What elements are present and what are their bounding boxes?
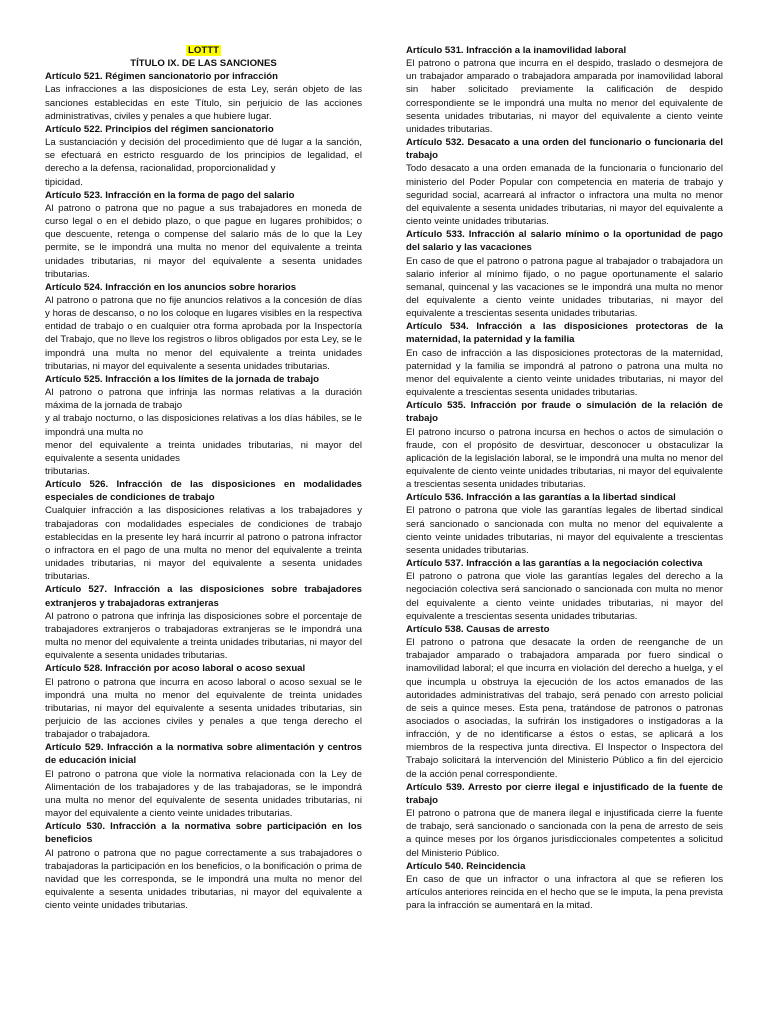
article-body [406,807,723,860]
article-heading: Artículo 523. Infracción en la forma de pago del salario [45,189,295,201]
article-section [406,399,723,491]
article-section [45,373,362,478]
article-body [45,610,362,663]
article-body [45,294,362,373]
article-paragraph: La sustanciación y decisión del procedimiento que dé lugar a la sanción, se efectuará en estricto resguardo de los principios de legalidad, el derecho a la defensa, racionalidad, proporcionalidad y [45,137,362,175]
article-paragraph: El patrono o patrona que viole las garantías legales de libertad sindical será sancionado o sancionada con multa no menor del equivalente a ciento veinte unidades tributarias, ni mayor del equivalente a trescientas sesenta unidades tributarias. [406,505,723,556]
article-heading: Artículo 532. Desacato a una orden del funcionario o funcionaria del trabajo [406,137,723,162]
article-body [45,386,362,478]
article-body [45,847,362,913]
right-articles [406,44,723,912]
article-paragraph: Al patrono o patrona que infrinja las normas relativas a la duración máxima de la jornada de trabajo [45,387,362,412]
article-heading: Artículo 531. Infracción a la inamovilidad laboral [406,45,627,56]
article-section [406,491,723,557]
article-paragraph: tributarias. [45,466,90,477]
article-section [406,44,723,136]
article-paragraph: Al patrono o patrona que no fije anuncios relativos a la concesión de días y horas de descanso, o no los coloque en lugares visibles en la respectiva entidad de trabajo o en cualquier otra forma aprobada por la Inspectoría del Trabajo, que no lleve los registros o libros obligados por esta Ley, se le impondrá una multa no menor del equivalente a treinta unidades tributarias, ni mayor del equivalente a sesenta unidades tributarias. [45,294,362,372]
article-section [406,557,723,623]
article-heading: Artículo 540. Reincidencia [406,860,526,872]
article-paragraph: Todo desacato a una orden emanada de la funcionaria o funcionario del ministerio del Poder Popular con competencia en materia de trabajo y seguridad social, acarreará al infractor o infractora una multa no menor del equivalente a sesenta unidades tributarias, ni mayor del equivalente a ciento veinte unidades tributarias. [406,163,723,228]
article-body [406,873,723,912]
article-section [45,741,362,820]
article-paragraph: y al trabajo nocturno, o las disposiciones relativas a los días hábiles, se le impondrá una multa no [45,413,362,438]
article-heading: Artículo 538. Causas de arresto [406,623,550,635]
article-body [406,255,723,321]
article-heading: Artículo 527. Infracción a las disposiciones sobre trabajadores extranjeros y trabajadoras extranjeras [45,584,362,609]
article-body [406,57,723,136]
article-body [406,570,723,623]
article-heading: Artículo 539. Arresto por cierre ilegal e injustificado de la fuente de trabajo [406,781,723,806]
article-body [406,347,723,400]
article-heading: Artículo 521. Régimen sancionatorio por infracción [45,71,278,83]
article-paragraph: Al patrono o patrona que no pague a sus trabajadores en moneda de curso legal o en el debido plazo, o que pague en lugares prohibidos; o que descuente, retenga o compense del salario más de lo que la Ley permite, se le impondrá una multa no menor del equivalente a treinta unidades tributarias, ni mayor del equivalente a sesenta unidades tributarias. [45,202,362,280]
left-column [45,44,362,912]
article-section [45,583,362,662]
article-paragraph: El patrono o patrona que de manera ilegal e injustificada cierre la fuente de trabajo, será sancionado o sancionada con la pena de arresto de seis a quince meses por los órganos jurisdiccionales competentes a solicitud del Ministerio Público. [406,808,723,859]
article-section [45,281,362,373]
article-body [406,162,723,228]
article-paragraph: En caso de infracción a las disposiciones protectoras de la maternidad, paternidad y la familia se impondrá al patrono o patrona una multa no menor del equivalente a ciento veinte unidades tributarias, ni mayor del equivalente a trescientas sesenta unidades tributarias. [406,347,723,399]
doc-tag-highlight: LOTTT [188,45,219,56]
article-section [45,70,362,123]
article-body [406,504,723,557]
article-heading: Artículo 533. Infracción al salario mínimo o la oportunidad de pago del salario y las vacaciones [406,229,723,254]
article-section [45,820,362,912]
article-heading: Artículo 524. Infracción en los anuncios sobre horarios [45,281,297,293]
article-body [406,636,723,781]
article-heading: Artículo 536. Infracción a las garantías a la libertad sindical [406,492,676,504]
article-section [406,320,723,399]
article-paragraph: El patrono o patrona que incurra en el despido, traslado o desmejora de un trabajador amparado o trabajadora amparada por inamovilidad laboral sin haber solicitado previamente la calificación de despido correspondiente se le impondrá una multa no menor del equivalente de sesenta unidades tributarias, ni mayor del equivalente a ciento veinte unidades tributarias. [406,58,723,135]
article-body [406,426,723,492]
right-column [406,44,723,912]
article-section [406,781,723,860]
article-paragraph: El patrono o patrona que incurra en acoso laboral o acoso sexual se le impondrá una multa no menor del equivalente de treinta unidades tributarias, ni mayor del equivalente a sesenta unidades tributarias, sin perjuicio de las acciones civiles y penales a que tenga derecho el trabajador o trabajadora. [45,676,362,741]
article-body [45,202,362,281]
article-heading: Artículo 525. Infracción a los límites de la jornada de trabajo [45,373,320,385]
article-body [45,676,362,742]
doc-tag-wrap [45,44,362,57]
article-heading: Artículo 526. Infracción de las disposiciones en modalidades especiales de condiciones de trabajo [45,479,362,504]
article-section [406,860,723,913]
article-section [406,228,723,320]
doc-title: TÍTULO IX. DE LAS SANCIONES [130,58,277,70]
article-heading: Artículo 529. Infracción a la normativa sobre alimentación y centros de educación inicial [45,742,362,767]
article-section [45,662,362,741]
article-paragraph: El patrono o patrona que viole la normativa relacionada con la Ley de Alimentación de los trabajadores y de las trabajadoras, se le impondrá una multa no menor del equivalente de sesenta unidades tributarias, ni mayor del equivalente a ciento veinte unidades tributarias. [45,768,362,820]
left-articles [45,70,362,912]
article-paragraph: Cualquier infracción a las disposiciones relativas a los trabajadores y trabajadoras con modalidades especiales de condiciones de trabajo establecidas en la presente ley hará incurrir al patrono o patrona infractor o infractora en el pago de una multa no menor del equivalente a treinta unidades tributarias, ni mayor del equivalente a sesenta unidades tributarias. [45,505,362,583]
article-heading: Artículo 537. Infracción a las garantías a la negociación colectiva [406,558,703,570]
article-body [45,768,362,821]
article-paragraph: El patrono incurso o patrona incursa en hechos o actos de simulación o fraude, con el propósito de desvirtuar, desconocer u obstaculizar la aplicación de la legislación laboral, se le impondrá una multa no menor del equivalente de ciento veinte unidades tributarias, ni mayor del equivalente a trescientas sesenta unidades tributarias. [406,426,723,491]
article-section [45,123,362,189]
article-heading: Artículo 530. Infracción a la normativa sobre participación en los beneficios [45,821,362,846]
article-heading: Artículo 535. Infracción por fraude o simulación de la relación de trabajo [406,400,723,425]
article-paragraph: tipicidad. [45,176,83,188]
article-section [406,623,723,781]
article-paragraph: El patrono o patrona que desacate la orden de reenganche de un trabajador amparado o trabajadora amparada por fuero sindical o inamovilidad laboral; el que incurra en violación del derecho a huelga, y el que incumpla u obstruya la ejecución de los actos emanados de las autoridades administrativas del trabajo, será penado con arresto policial de seis a quince meses. Esta pena, tratándose de patronos o patronas asociados o asociadas, la sufrirán los instigadores o instigadoras a la infracción, y de no identificarse a éstos o estas, se aplicará a los miembros de la respectiva junta directiva. El Inspector o Inspectora del Trabajo solicitará la intervención del Ministerio Público a fin del ejercicio de la acción penal correspondiente. [406,637,723,780]
article-paragraph: Al patrono o patrona que no pague correctamente a sus trabajadores o trabajadoras la participación en los beneficios, o la bonificación o prima de navidad que les corresponda, se le impondrá una multa no menor del equivalente a sesenta unidades tributarias, ni mayor del equivalente a ciento veinte unidades tributarias. [45,847,362,912]
article-section [45,189,362,281]
article-section [45,478,362,583]
article-paragraph: En caso de que un infractor o una infractora al que se refieren los artículos anteriores reincida en el hecho que se le imputa, la pena prevista para la infracción se aumentará en la mitad. [406,873,723,912]
article-body [45,83,362,122]
article-paragraph: Las infracciones a las disposiciones de esta Ley, serán objeto de las sanciones establecidas en este Título, sin perjuicio de las acciones administrativas, civiles y penales a que hubiere lugar. [45,84,362,122]
article-heading: Artículo 522. Principios del régimen sancionatorio [45,123,274,135]
article-body [45,136,362,189]
article-section [406,136,723,228]
article-heading: Artículo 528. Infracción por acoso laboral o acoso sexual [45,663,306,675]
article-paragraph: El patrono o patrona que viole las garantías legales del derecho a la negociación colectiva será sancionado o sancionada con multa no menor del equivalente a ciento veinte unidades tributarias, ni mayor del equivalente a trescientas sesenta unidades tributarias. [406,571,723,622]
article-paragraph: Al patrono o patrona que infrinja las disposiciones sobre el porcentaje de trabajadores extranjeros o trabajadoras extranjeras se le impondrá una multa no menor del equivalente a treinta unidades tributarias, ni mayor del equivalente a sesenta unidades tributarias. [45,610,362,662]
article-paragraph: menor del equivalente a treinta unidades tributarias, ni mayor del equivalente a sesenta unidades [45,439,362,464]
article-paragraph: En caso de que el patrono o patrona pague al trabajador o trabajadora un salario inferior al mínimo fijado, o no pague oportunamente el salario semanal, quincenal y las vacaciones se le impondrá una multa no menor del equivalente a ciento veinte unidades tributarias, ni mayor del equivalente a trescientas sesenta unidades tributarias. [406,255,723,320]
article-body [45,504,362,583]
article-heading: Artículo 534. Infracción a las disposiciones protectoras de la maternidad, la paternidad y la familia [406,321,723,346]
